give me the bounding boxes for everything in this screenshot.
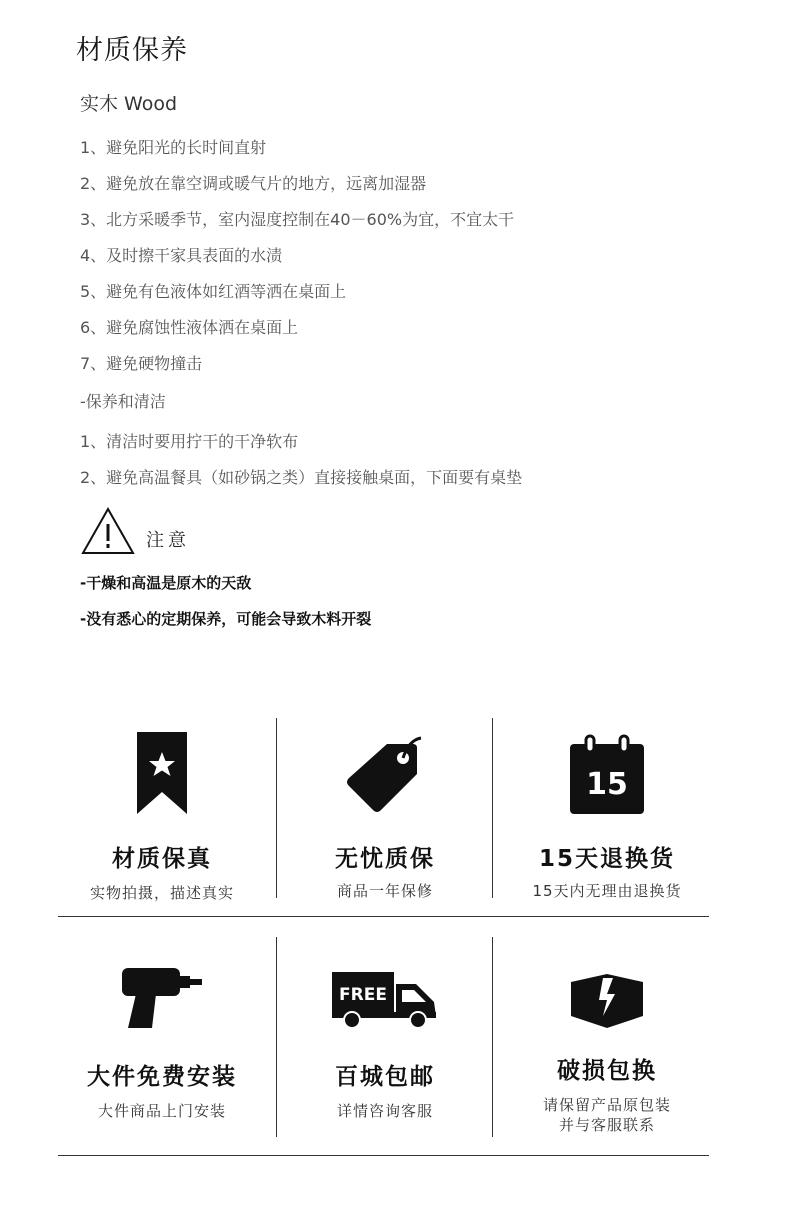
notice-label: 注意 xyxy=(146,530,190,551)
feature-material-authentic xyxy=(54,730,270,903)
feature-title: 无忧质保 xyxy=(335,846,435,872)
feature-subtitle: 大件商品上门安装 xyxy=(97,1102,226,1120)
divider xyxy=(58,1155,709,1156)
notice-line: -干燥和高温是原木的天敌 xyxy=(80,574,252,592)
broken-box-icon xyxy=(567,972,647,1030)
warning-triangle-icon xyxy=(80,506,136,556)
care-item: 2、避免放在靠空调或暖气片的地方，远离加湿器 xyxy=(80,174,427,193)
calendar-number: 15 xyxy=(586,767,628,802)
care-item: 4、及时擦干家具表面的水渍 xyxy=(80,246,283,265)
delivery-truck-icon xyxy=(330,970,440,1030)
calendar-icon xyxy=(568,734,646,816)
feature-subtitle: 并与客服联系 xyxy=(558,1116,655,1134)
feature-15day-return xyxy=(499,734,715,901)
feature-free-install xyxy=(54,966,270,1121)
material-subtitle: 实木 Wood xyxy=(80,93,178,115)
cleaning-item: 2、避免高温餐具（如砂锅之类）直接接触桌面，下面要有桌垫 xyxy=(80,468,523,487)
feature-subtitle: 商品一年保修 xyxy=(336,882,433,900)
cleaning-heading: -保养和清洁 xyxy=(80,392,166,411)
care-item: 5、避免有色液体如红酒等洒在桌面上 xyxy=(80,282,347,301)
feature-free-shipping xyxy=(277,970,493,1121)
feature-damage-replace xyxy=(499,972,715,1135)
notice-line: -没有悉心的定期保养，可能会导致木料开裂 xyxy=(80,610,372,628)
feature-subtitle: 详情咨询客服 xyxy=(336,1102,433,1120)
care-item: 1、避免阳光的长时间直射 xyxy=(80,138,267,157)
feature-subtitle: 实物拍摄，描述真实 xyxy=(89,884,234,902)
power-drill-icon xyxy=(118,966,206,1032)
star-bookmark-icon xyxy=(132,730,192,816)
feature-title: 材质保真 xyxy=(112,846,212,872)
care-item: 3、北方采暖季节，室内湿度控制在40－60%为宜，不宜太干 xyxy=(80,210,515,229)
care-item: 7、避免硬物撞击 xyxy=(80,354,203,373)
divider xyxy=(58,916,709,917)
feature-title: 百城包邮 xyxy=(335,1064,435,1090)
feature-warranty xyxy=(277,734,493,901)
price-tag-icon xyxy=(343,734,427,814)
care-item: 6、避免腐蚀性液体洒在桌面上 xyxy=(80,318,299,337)
feature-title: 破损包换 xyxy=(557,1058,657,1084)
truck-label: FREE xyxy=(339,985,387,1005)
page-title: 材质保养 xyxy=(76,35,188,66)
feature-subtitle: 请保留产品原包装 xyxy=(542,1096,671,1114)
feature-subtitle: 15天内无理由退换货 xyxy=(532,882,682,900)
feature-title: 大件免费安装 xyxy=(87,1064,237,1090)
cleaning-item: 1、清洁时要用拧干的干净软布 xyxy=(80,432,299,451)
feature-title: 15天退换货 xyxy=(538,846,675,872)
